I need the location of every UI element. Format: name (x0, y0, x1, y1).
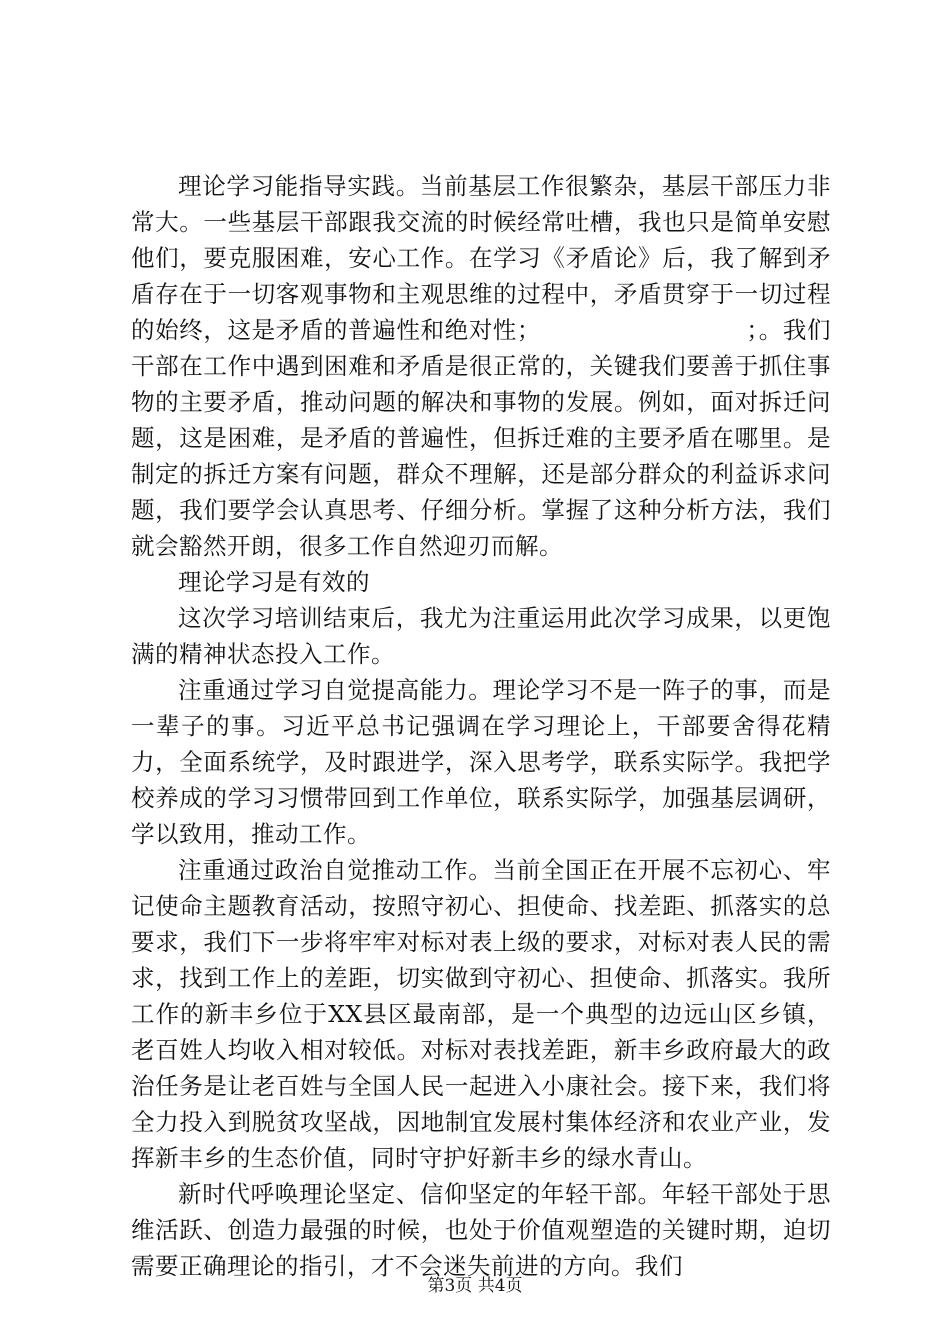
paragraph-after-training: 这次学习培训结束后，我尤为注重运用此次学习成果，以更饱满的精神状态投入工作。 (131, 604, 831, 668)
paragraph-new-era: 新时代呼唤理论坚定、信仰坚定的年轻干部。年轻干部处于思维活跃、创造力最强的时候，也处于价值观塑造的关键时期，迫切需要正确理论的指引，才不会迷失前进的方向。我们 (131, 1180, 831, 1280)
paragraph-study-consciousness: 注重通过学习自觉提高能力。理论学习不是一阵子的事，而是一辈子的事。习近平总书记强调在学习理论上，干部要舍得花精力，全面系统学，及时跟进学，深入思考学，联系实际学。我把学校养成的学习习惯带回到工作单位，联系实际学，加强基层调研，学以致用，推动工作。 (131, 676, 831, 848)
page-number-footer: 第3页 共4页 (427, 1276, 523, 1296)
paragraph-theory-guides-practice: 理论学习能指导实践。当前基层工作很繁杂，基层干部压力非常大。一些基层干部跟我交流的时候经常吐槽，我也只是简单安慰他们，要克服困难，安心工作。在学习《矛盾论》后，我了解到矛盾存在于一切客观事物和主观思维的过程中，矛盾贯穿于一切过程的始终，这是矛盾的普遍性和绝对性； ；。我们干部在工作中遇到困难和矛盾是很正常的，关键我们要善于抓住事物的主要矛盾，推动问题的解决和事物的发展。例如，面对拆迁问题，这是困难，是矛盾的普遍性，但拆迁难的主要矛盾在哪里。是制定的拆迁方案有问题，群众不理解，还是部分群众的利益诉求问题，我们要学会认真思考、仔细分析。掌握了这种分析方法，我们就会豁然开朗，很多工作自然迎刃而解。 (131, 172, 831, 560)
paragraph-theory-effective: 理论学习是有效的 (178, 568, 370, 596)
paragraph-political-consciousness: 注重通过政治自觉推动工作。当前全国正在开展不忘初心、牢记使命主题教育活动，按照守初心、担使命、找差距、抓落实的总要求，我们下一步将牢牢对标对表上级的要求，对标对表人民的需求，找到工作上的差距，切实做到守初心、担使命、抓落实。我所工作的新丰乡位于XX县区最南部，是一个典型的边远山区乡镇，老百姓人均收入相对较低。对标对表找差距，新丰乡政府最大的政治任务是让老百姓与全国人民一起进入小康社会。接下来，我们将全力投入到脱贫攻坚战，因地制宜发展村集体经济和农业产业，发挥新丰乡的生态价值，同时守护好新丰乡的绿水青山。 (131, 856, 831, 1172)
document-body (131, 168, 831, 1284)
